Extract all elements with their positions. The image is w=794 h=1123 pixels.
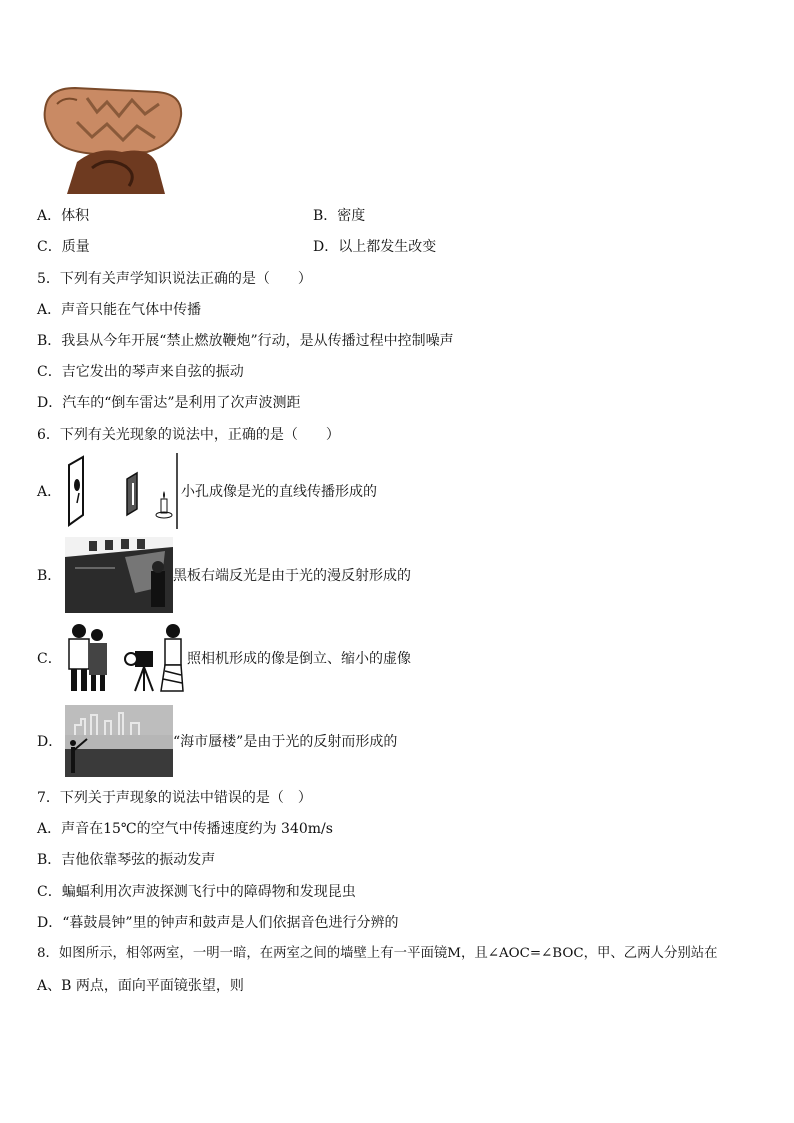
q6-option-d [37, 703, 397, 779]
q6-option-c-letter: C． [37, 651, 62, 667]
blackboard-glare-image [65, 537, 173, 613]
q5-option-b: B．我县从今年开展“禁止燃放鞭炮”行动，是从传播过程中控制噪声 [37, 333, 454, 349]
q4-option-c: C．质量 [37, 239, 90, 255]
q5-option-d: D．汽车的“倒车雷达”是利用了次声波测距 [37, 395, 301, 411]
q7-stem: 7．下列关于声现象的说法中错误的是（ ） [37, 790, 312, 806]
q6-option-a-text: 小孔成像是光的直线传播形成的 [181, 484, 377, 500]
q5-stem: 5．下列有关声学知识说法正确的是（ ） [37, 271, 312, 287]
q6-option-b [37, 536, 411, 614]
q5-option-a: A．声音只能在气体中传播 [37, 302, 202, 318]
q8-stem-line2: A、B 两点，面向平面镜张望，则 [37, 978, 244, 994]
q6-option-b-letter: B． [37, 568, 62, 584]
q7-option-b: B．吉他依靠琴弦的振动发声 [37, 852, 216, 868]
mirage-image [65, 705, 173, 777]
q8-stem-line1: 8．如图所示，相邻两室，一明一暗，在两室之间的墙壁上有一平面镜M，且∠AOC=∠BOC，甲、乙两人分别站在 [37, 946, 718, 961]
q6-option-c [37, 620, 411, 696]
q5-option-c: C．吉它发出的琴声来自弦的振动 [37, 364, 244, 380]
q6-option-d-letter: D． [37, 734, 63, 750]
q7-option-d: D．“暮鼓晨钟”里的钟声和鼓声是人们依据音色进行分辨的 [37, 915, 399, 931]
q6-option-a [37, 452, 377, 530]
pinhole-camera-image [65, 453, 181, 529]
camera-photographers-image [65, 621, 187, 695]
q6-option-b-text: 黑板右端反光是由于光的漫反射形成的 [173, 568, 411, 584]
q4-carving-image [37, 82, 187, 194]
q4-option-b: B．密度 [313, 208, 366, 224]
q7-option-c: C．蝙蝠利用次声波探测飞行中的障碍物和发现昆虫 [37, 884, 356, 900]
q7-option-a: A．声音在15℃的空气中传播速度约为 340m/s [37, 821, 333, 837]
q6-stem: 6．下列有关光现象的说法中，正确的是（ ） [37, 427, 340, 443]
q4-option-d: D．以上都发生改变 [313, 239, 437, 255]
q6-option-d-text: “海市蜃楼”是由于光的反射而形成的 [173, 734, 398, 750]
q6-option-c-text: 照相机形成的像是倒立、缩小的虚像 [187, 651, 411, 667]
q4-option-a: A．体积 [37, 208, 90, 224]
q6-option-a-letter: A． [37, 484, 62, 500]
